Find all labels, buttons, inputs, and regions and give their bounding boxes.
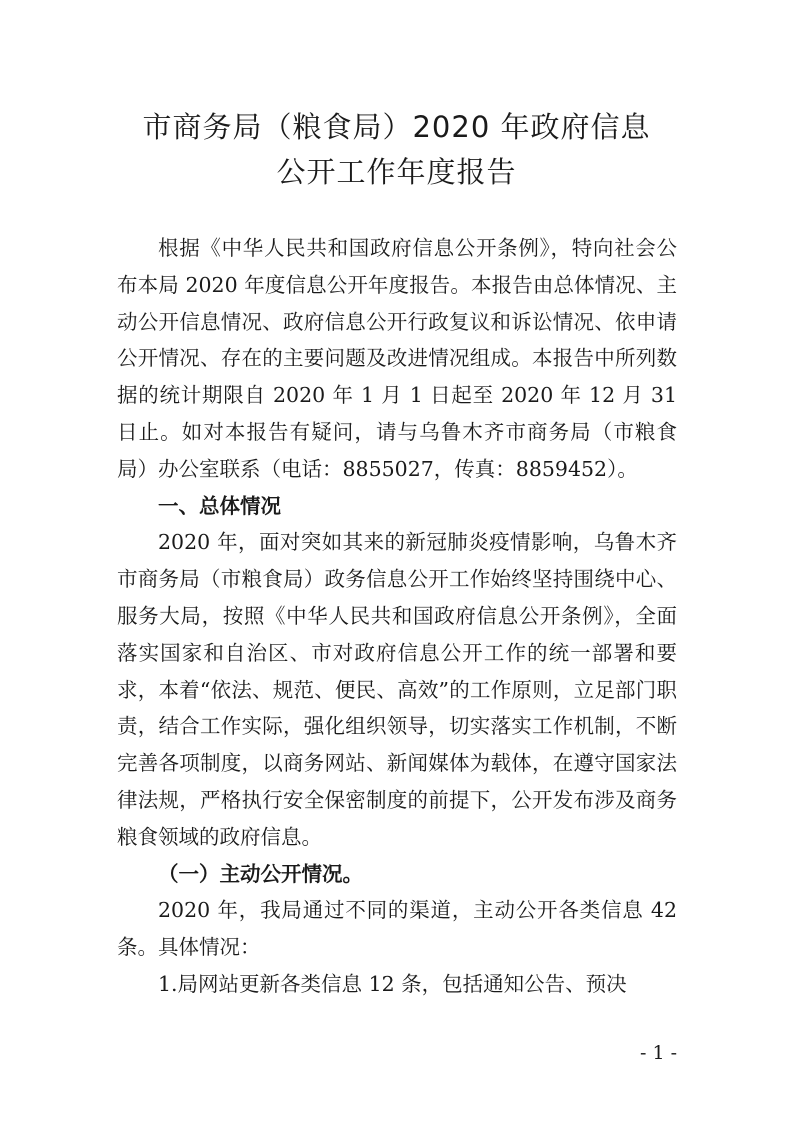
section-heading-overview: 一、总体情况	[158, 493, 281, 518]
overview-paragraph: 2020 年，面对突如其来的新冠肺炎疫情影响，乌鲁木齐市商务局（市粮食局）政务信息公开工作始终坚持围绕中心、服务大局，按照《中华人民共和国政府信息公开条例》，全面落实国家和自治区、市对政府信息公开工作的统一部署和要求，本着“依法、规范、便民、高效”的工作原则，立足部门职责，结合工作实际，强化组织领导，切实落实工作机制，不断完善各项制度，以商务网站、新闻媒体为载体，在遵守国家法律法规，严格执行安全保密制度的前提下，公开发布涉及商务粮食领域的政府信息。	[117, 530, 677, 849]
page-number: - 1 -	[639, 1042, 677, 1064]
proactive-disclosure-paragraph: 2020 年，我局通过不同的渠道，主动公开各类信息 42 条。具体情况：	[117, 898, 677, 960]
document-title-line-2: 公开工作年度报告	[276, 155, 517, 189]
document-title-line-1: 市商务局（粮食局）2020 年政府信息	[142, 110, 651, 144]
subsection-heading-proactive-disclosure: （一）主动公开情况。	[158, 861, 363, 886]
list-item-website-updates: 1.局网站更新各类信息 12 条，包括通知公告、预决	[158, 971, 627, 996]
document-body	[117, 230, 677, 1003]
intro-paragraph: 根据《中华人民共和国政府信息公开条例》，特向社会公布本局 2020 年度信息公开年度报告。本报告由总体情况、主动公开信息情况、政府信息公开行政复议和诉讼情况、依申请公开情况、存在的主要问题及改进情况组成。本报告中所列数据的统计期限自 2020 年 1 月 1 日起至 2020 年 12 月 31 日止。如对本报告有疑问，请与乌鲁木齐市商务局（市粮食局）办公室联系（电话：8855027，传真：8859452）。	[117, 236, 677, 481]
